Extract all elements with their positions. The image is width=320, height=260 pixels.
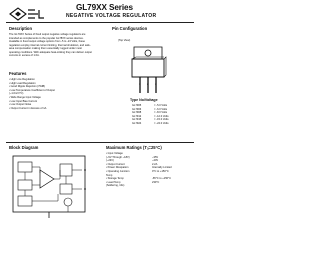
type-number: GL7915 bbox=[132, 118, 142, 122]
type-number: GL7908 bbox=[132, 111, 142, 115]
series-title: GL79XX Series bbox=[76, 3, 133, 12]
rating-label: (Soldering, 10s) bbox=[106, 184, 125, 188]
type-voltage: = -8.0 Volts bbox=[154, 111, 168, 115]
type-voltage: = -15.0 Volts bbox=[154, 118, 169, 122]
block-diagram bbox=[12, 152, 86, 220]
features-list bbox=[9, 78, 99, 110]
feature-item: (~1.0mV/°C) bbox=[9, 92, 24, 96]
type-voltage: = -24.0 Volts bbox=[154, 121, 169, 125]
features-heading: Features bbox=[9, 71, 27, 76]
feature-item: • Output Current in Excess of 1A bbox=[9, 106, 47, 110]
feature-item: • High Load Regulation bbox=[9, 81, 36, 85]
type-number: GL7906 bbox=[132, 107, 142, 111]
svg-text:1: 1 bbox=[139, 83, 141, 86]
rating-label: (~24V) bbox=[106, 159, 114, 163]
type-table-heading: Type No/Voltage bbox=[130, 98, 158, 102]
type-number: GL7912 bbox=[132, 114, 142, 118]
rating-label: • Input Voltage bbox=[106, 152, 123, 155]
feature-item: • Low Temperature Coefficient of Output bbox=[9, 88, 55, 92]
rating-value: ~35V bbox=[152, 155, 159, 159]
svg-text:2: 2 bbox=[147, 83, 149, 86]
feature-item: • Good Ripple Rejection (70dB) bbox=[9, 85, 46, 89]
feature-item: • Low Output Noise bbox=[9, 103, 32, 107]
rating-value: -65°C to +150°C bbox=[152, 177, 172, 181]
feature-item: • High Line Regulation bbox=[9, 78, 35, 81]
rating-value: 2.2A bbox=[152, 162, 158, 166]
block-diagram-heading: Block Diagram bbox=[9, 145, 39, 150]
header-divider bbox=[6, 22, 194, 23]
description-text: The GL79XX Series of fixed output negative voltage regulators are intended as complements to the popular GL78XX series devices. Available in fixed output voltage options from -5 to -24 Volts, these regulators employ internal current limiting, thermal shutdown, and safe-area compensation making them essentially rugged under most operating conditions. With adequate heat-sinking they can deliver output currents in excess of 1.0A. bbox=[9, 33, 92, 57]
pin-config-heading: Pin Configuration bbox=[112, 26, 148, 31]
rating-label: • Lead Temp bbox=[106, 180, 121, 184]
rating-label: Temp bbox=[106, 173, 113, 177]
rating-value: 0°C to +150°C bbox=[152, 169, 169, 173]
type-voltage: = -12.0 Volts bbox=[154, 114, 169, 118]
type-voltage: = -6.0 Volts bbox=[154, 107, 168, 111]
max-ratings-list bbox=[106, 152, 196, 188]
type-number: GL7924 bbox=[132, 121, 142, 125]
rating-value bbox=[152, 184, 196, 188]
pin-config-caption: (Top View) bbox=[118, 39, 131, 42]
rating-value: 230°C bbox=[152, 180, 160, 184]
type-row bbox=[132, 122, 174, 126]
rating-label: • Storage Temp bbox=[106, 177, 124, 181]
rating-value: ~40V bbox=[152, 159, 159, 163]
section-divider bbox=[6, 142, 194, 143]
max-ratings-heading: Maximum Ratings (Tₐ=25°C) bbox=[106, 145, 162, 150]
rating-label: • Power Dissipation bbox=[106, 166, 129, 170]
feature-item: • Wide Range Input Voltage bbox=[9, 95, 41, 99]
type-table bbox=[132, 104, 174, 126]
rating-row bbox=[106, 184, 196, 188]
company-logo bbox=[8, 6, 46, 22]
type-voltage: = -5.0 Volts bbox=[154, 104, 168, 107]
rating-label: (~5V Through ~18V) bbox=[106, 155, 130, 159]
rating-label: • Operating Junction bbox=[106, 169, 130, 173]
rating-label: • Output Current bbox=[106, 162, 125, 166]
svg-text:3: 3 bbox=[155, 83, 157, 86]
type-number: GL7905 bbox=[132, 104, 142, 107]
to220-package-drawing bbox=[126, 45, 170, 95]
rating-value: Internally Limited bbox=[152, 166, 172, 170]
description-heading: Description bbox=[9, 26, 33, 31]
feature-item: • Low Input Bias Current bbox=[9, 99, 38, 103]
series-subtitle: NEGATIVE VOLTAGE REGULATOR bbox=[66, 13, 157, 19]
